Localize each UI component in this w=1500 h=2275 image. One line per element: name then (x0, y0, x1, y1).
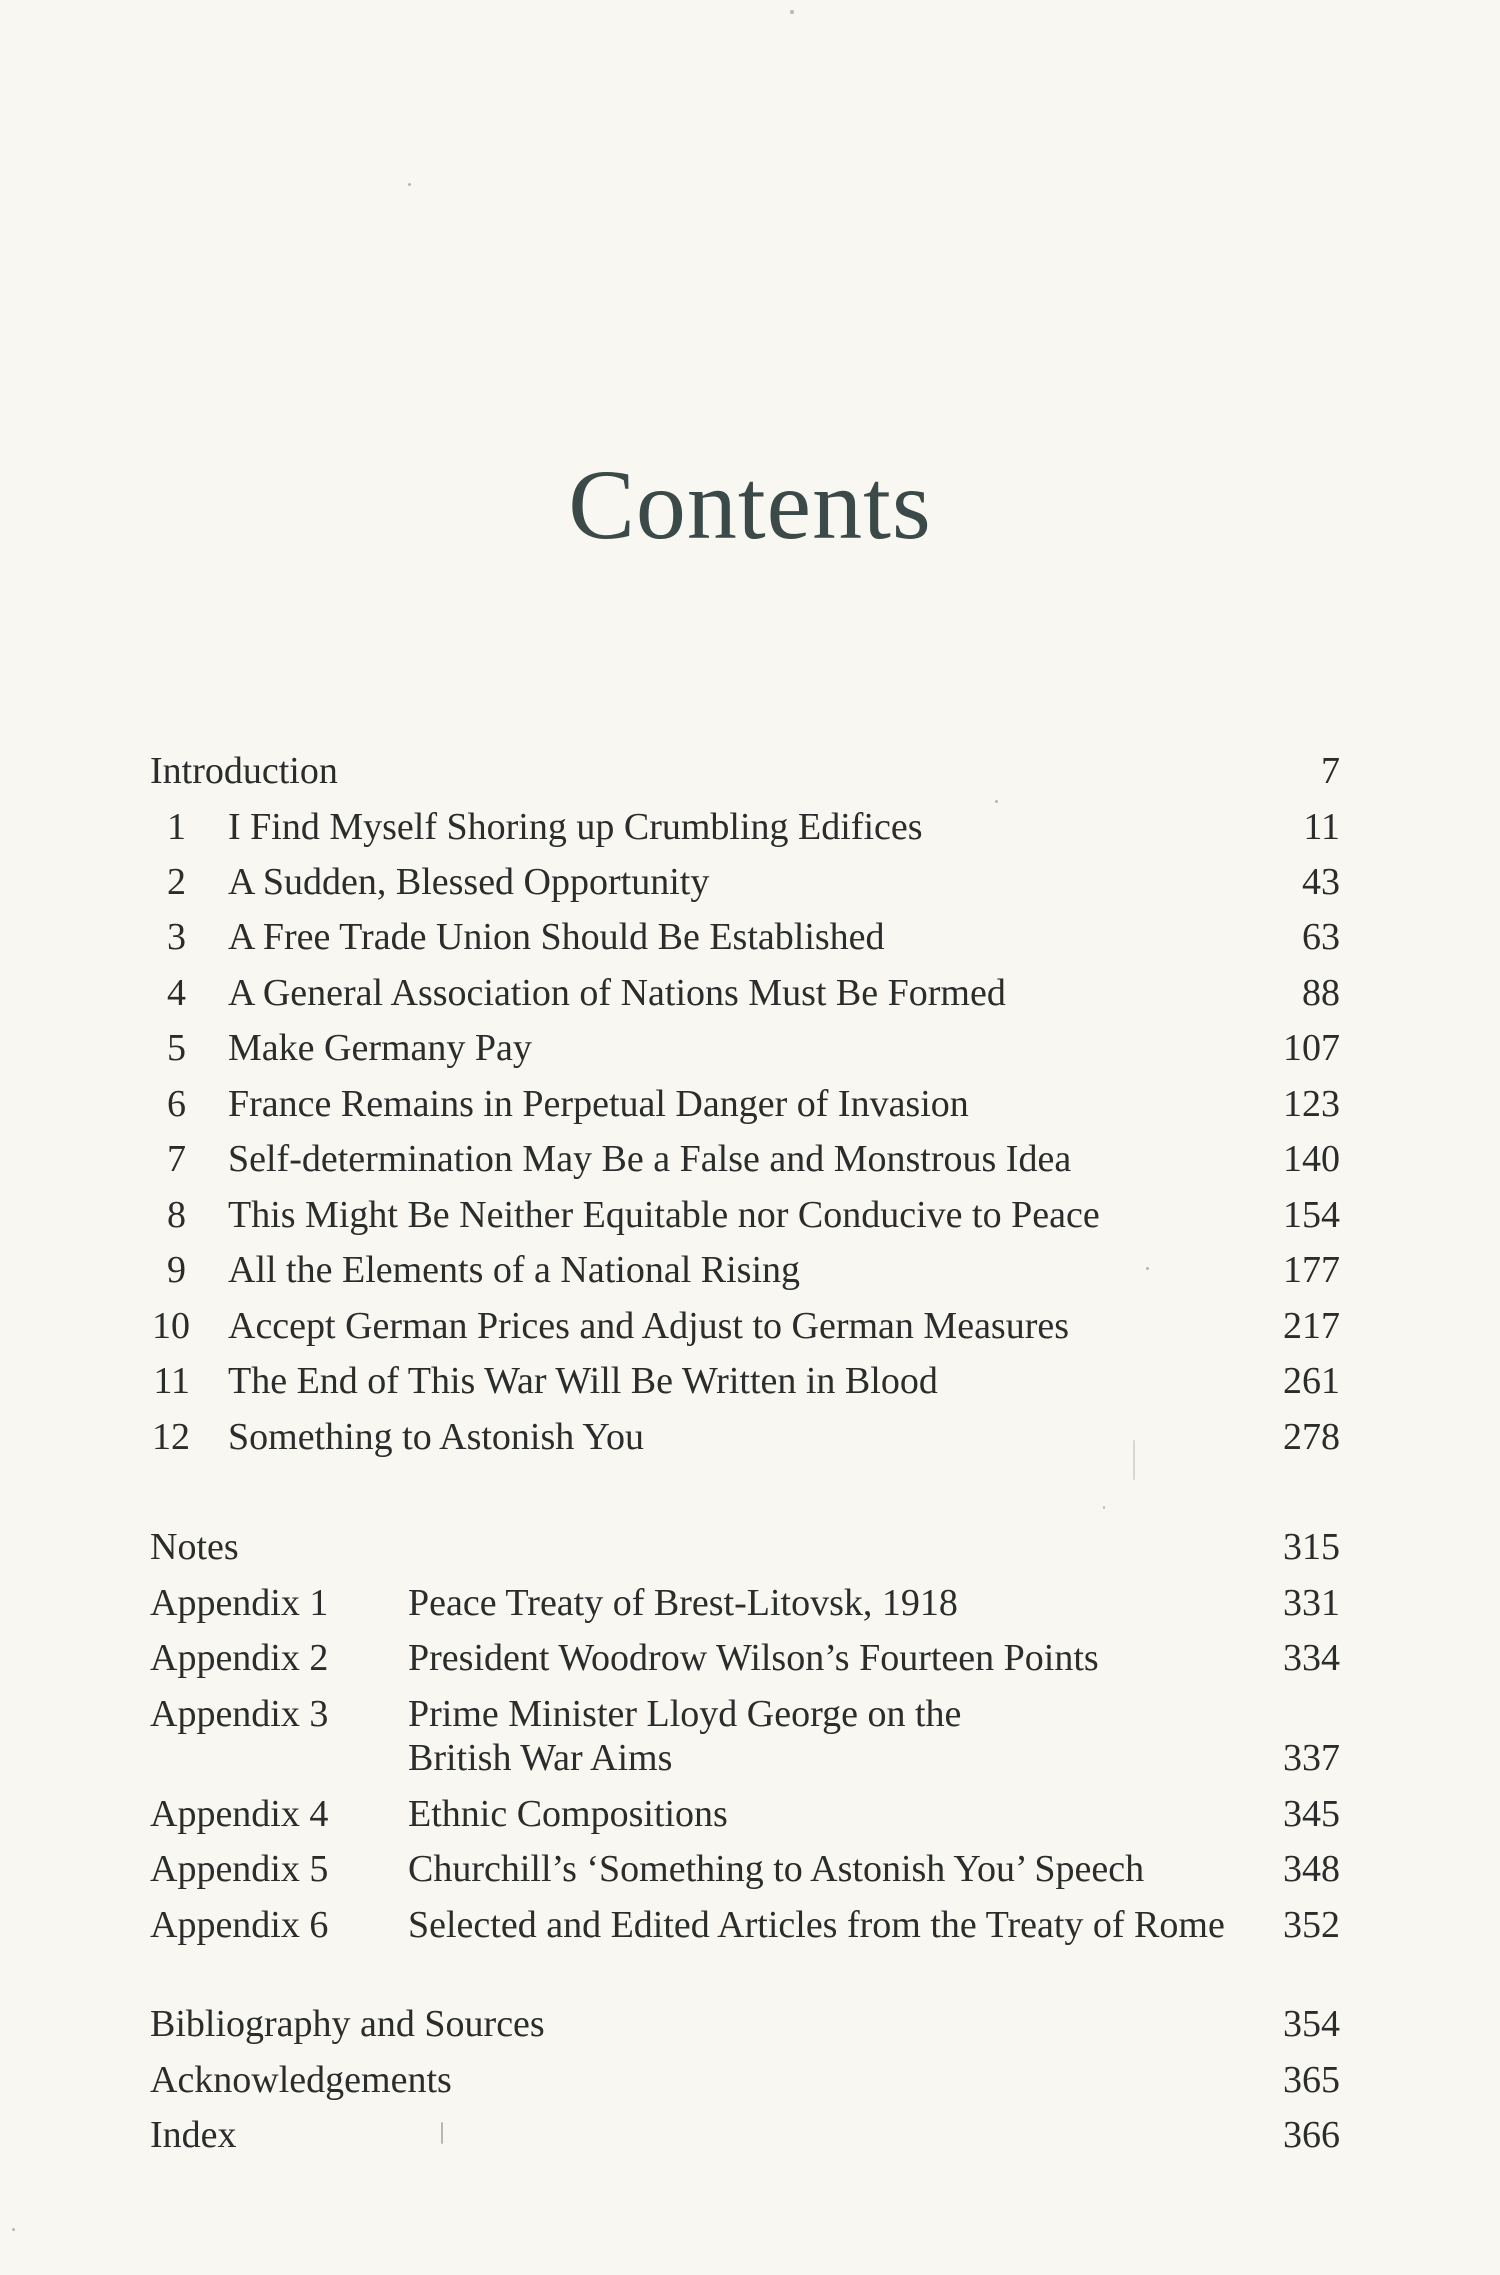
toc-entry-bibliography (0, 1996, 1500, 2052)
appendix-label: Appendix 1 (150, 1582, 329, 1624)
toc-chapter-row (0, 799, 1500, 855)
chapter-number: 12 (152, 1416, 190, 1458)
entry-label: Bibliography and Sources (150, 2003, 545, 2045)
toc-chapter-row (0, 854, 1500, 910)
chapter-title: I Find Myself Shoring up Crumbling Edifices (228, 806, 923, 848)
scan-speck (1133, 1440, 1135, 1480)
page-title: Contents (568, 449, 932, 560)
chapter-number: 5 (167, 1027, 186, 1069)
chapter-number: 1 (167, 806, 186, 848)
chapter-number: 8 (167, 1194, 186, 1236)
chapter-title: Something to Astonish You (228, 1416, 644, 1458)
toc-chapter-row (0, 1298, 1500, 1354)
chapter-title: Self-determination May Be a False and Monstrous Idea (228, 1138, 1072, 1180)
page-number: 354 (1283, 2003, 1340, 2045)
chapter-title: Make Germany Pay (228, 1027, 532, 1069)
page-number: 348 (1283, 1848, 1340, 1890)
toc-chapter-row (0, 909, 1500, 965)
appendix-title: Churchill’s ‘Something to Astonish You’ Speech (408, 1848, 1145, 1890)
toc-chapter-row (0, 1187, 1500, 1243)
toc-entry-index (0, 2107, 1500, 2163)
chapter-number: 4 (167, 972, 186, 1014)
chapter-number: 9 (167, 1249, 186, 1291)
page-number: 140 (1283, 1138, 1340, 1180)
appendix-title (408, 1692, 961, 1780)
chapter-number: 6 (167, 1083, 186, 1125)
appendix-label: Appendix 4 (150, 1793, 329, 1835)
entry-label: Acknowledgements (150, 2059, 452, 2101)
appendix-label: Appendix 6 (150, 1904, 329, 1946)
entry-label: Introduction (150, 750, 338, 792)
appendix-title: Selected and Edited Articles from the Treaty of Rome (408, 1904, 1225, 1946)
toc-chapter-row (0, 1409, 1500, 1465)
chapter-number: 11 (153, 1360, 190, 1402)
toc-entry-notes (0, 1519, 1500, 1575)
page-number: 337 (1283, 1737, 1340, 1779)
chapter-title: France Remains in Perpetual Danger of Invasion (228, 1083, 969, 1125)
scan-speck (995, 800, 998, 803)
chapter-title: A General Association of Nations Must Be Formed (228, 972, 1006, 1014)
chapter-number: 10 (152, 1305, 190, 1347)
toc-appendix-row (0, 1630, 1500, 1686)
toc-chapter-row (0, 965, 1500, 1021)
toc-appendix-row (0, 1786, 1500, 1842)
page-number: 107 (1283, 1027, 1340, 1069)
page-number: 331 (1283, 1582, 1340, 1624)
toc-chapter-row (0, 1353, 1500, 1409)
page-number: 7 (1321, 750, 1340, 792)
toc-entry-introduction (0, 743, 1500, 799)
page-number: 365 (1283, 2059, 1340, 2101)
toc-appendix-row (0, 1575, 1500, 1631)
page-number: 261 (1283, 1360, 1340, 1402)
page-number: 217 (1283, 1305, 1340, 1347)
toc-entry-acknowledgements (0, 2052, 1500, 2108)
scan-speck (12, 2228, 15, 2231)
appendix-title: President Woodrow Wilson’s Fourteen Points (408, 1637, 1099, 1679)
appendix-title: Ethnic Compositions (408, 1793, 728, 1835)
entry-label: Notes (150, 1526, 239, 1568)
appendix-title-line-2: British War Aims (408, 1737, 673, 1779)
scan-speck (1103, 1506, 1105, 1509)
toc-appendix-row (0, 1841, 1500, 1897)
appendix-title-line-1: Prime Minister Lloyd George on the (408, 1693, 962, 1735)
chapter-title: Accept German Prices and Adjust to German Measures (228, 1305, 1070, 1347)
scan-speck (441, 2122, 443, 2144)
chapter-number: 7 (167, 1138, 186, 1180)
page-number: 334 (1283, 1637, 1340, 1679)
chapter-number: 3 (167, 916, 186, 958)
scan-speck (790, 10, 794, 14)
appendix-label: Appendix 3 (150, 1693, 329, 1735)
chapter-title: A Sudden, Blessed Opportunity (228, 861, 710, 903)
chapter-number: 2 (167, 861, 186, 903)
toc-chapter-row (0, 1020, 1500, 1076)
toc-chapter-row (0, 1242, 1500, 1298)
appendix-label: Appendix 5 (150, 1848, 329, 1890)
page-number: 11 (1303, 806, 1340, 848)
page-number: 278 (1283, 1416, 1340, 1458)
page-number: 63 (1302, 916, 1340, 958)
page-number: 43 (1302, 861, 1340, 903)
page-number: 352 (1283, 1904, 1340, 1946)
toc-chapter-row (0, 1131, 1500, 1187)
chapter-title: All the Elements of a National Rising (228, 1249, 801, 1291)
appendix-title: Peace Treaty of Brest-Litovsk, 1918 (408, 1582, 958, 1624)
scan-speck (408, 183, 411, 186)
page-number: 123 (1283, 1083, 1340, 1125)
appendix-label: Appendix 2 (150, 1637, 329, 1679)
page-number: 345 (1283, 1793, 1340, 1835)
chapter-title: This Might Be Neither Equitable nor Conducive to Peace (228, 1194, 1100, 1236)
page-number: 154 (1283, 1194, 1340, 1236)
toc-appendix-row (0, 1897, 1500, 1953)
toc-appendix-row (0, 1686, 1500, 1786)
page-number: 88 (1302, 972, 1340, 1014)
chapter-title: A Free Trade Union Should Be Established (228, 916, 885, 958)
page-number: 366 (1283, 2114, 1340, 2156)
scan-speck (1146, 1267, 1149, 1270)
page-number: 315 (1283, 1526, 1340, 1568)
page-number: 177 (1283, 1249, 1340, 1291)
entry-label: Index (150, 2114, 237, 2156)
toc-chapter-row (0, 1076, 1500, 1132)
chapter-title: The End of This War Will Be Written in Blood (228, 1360, 938, 1402)
